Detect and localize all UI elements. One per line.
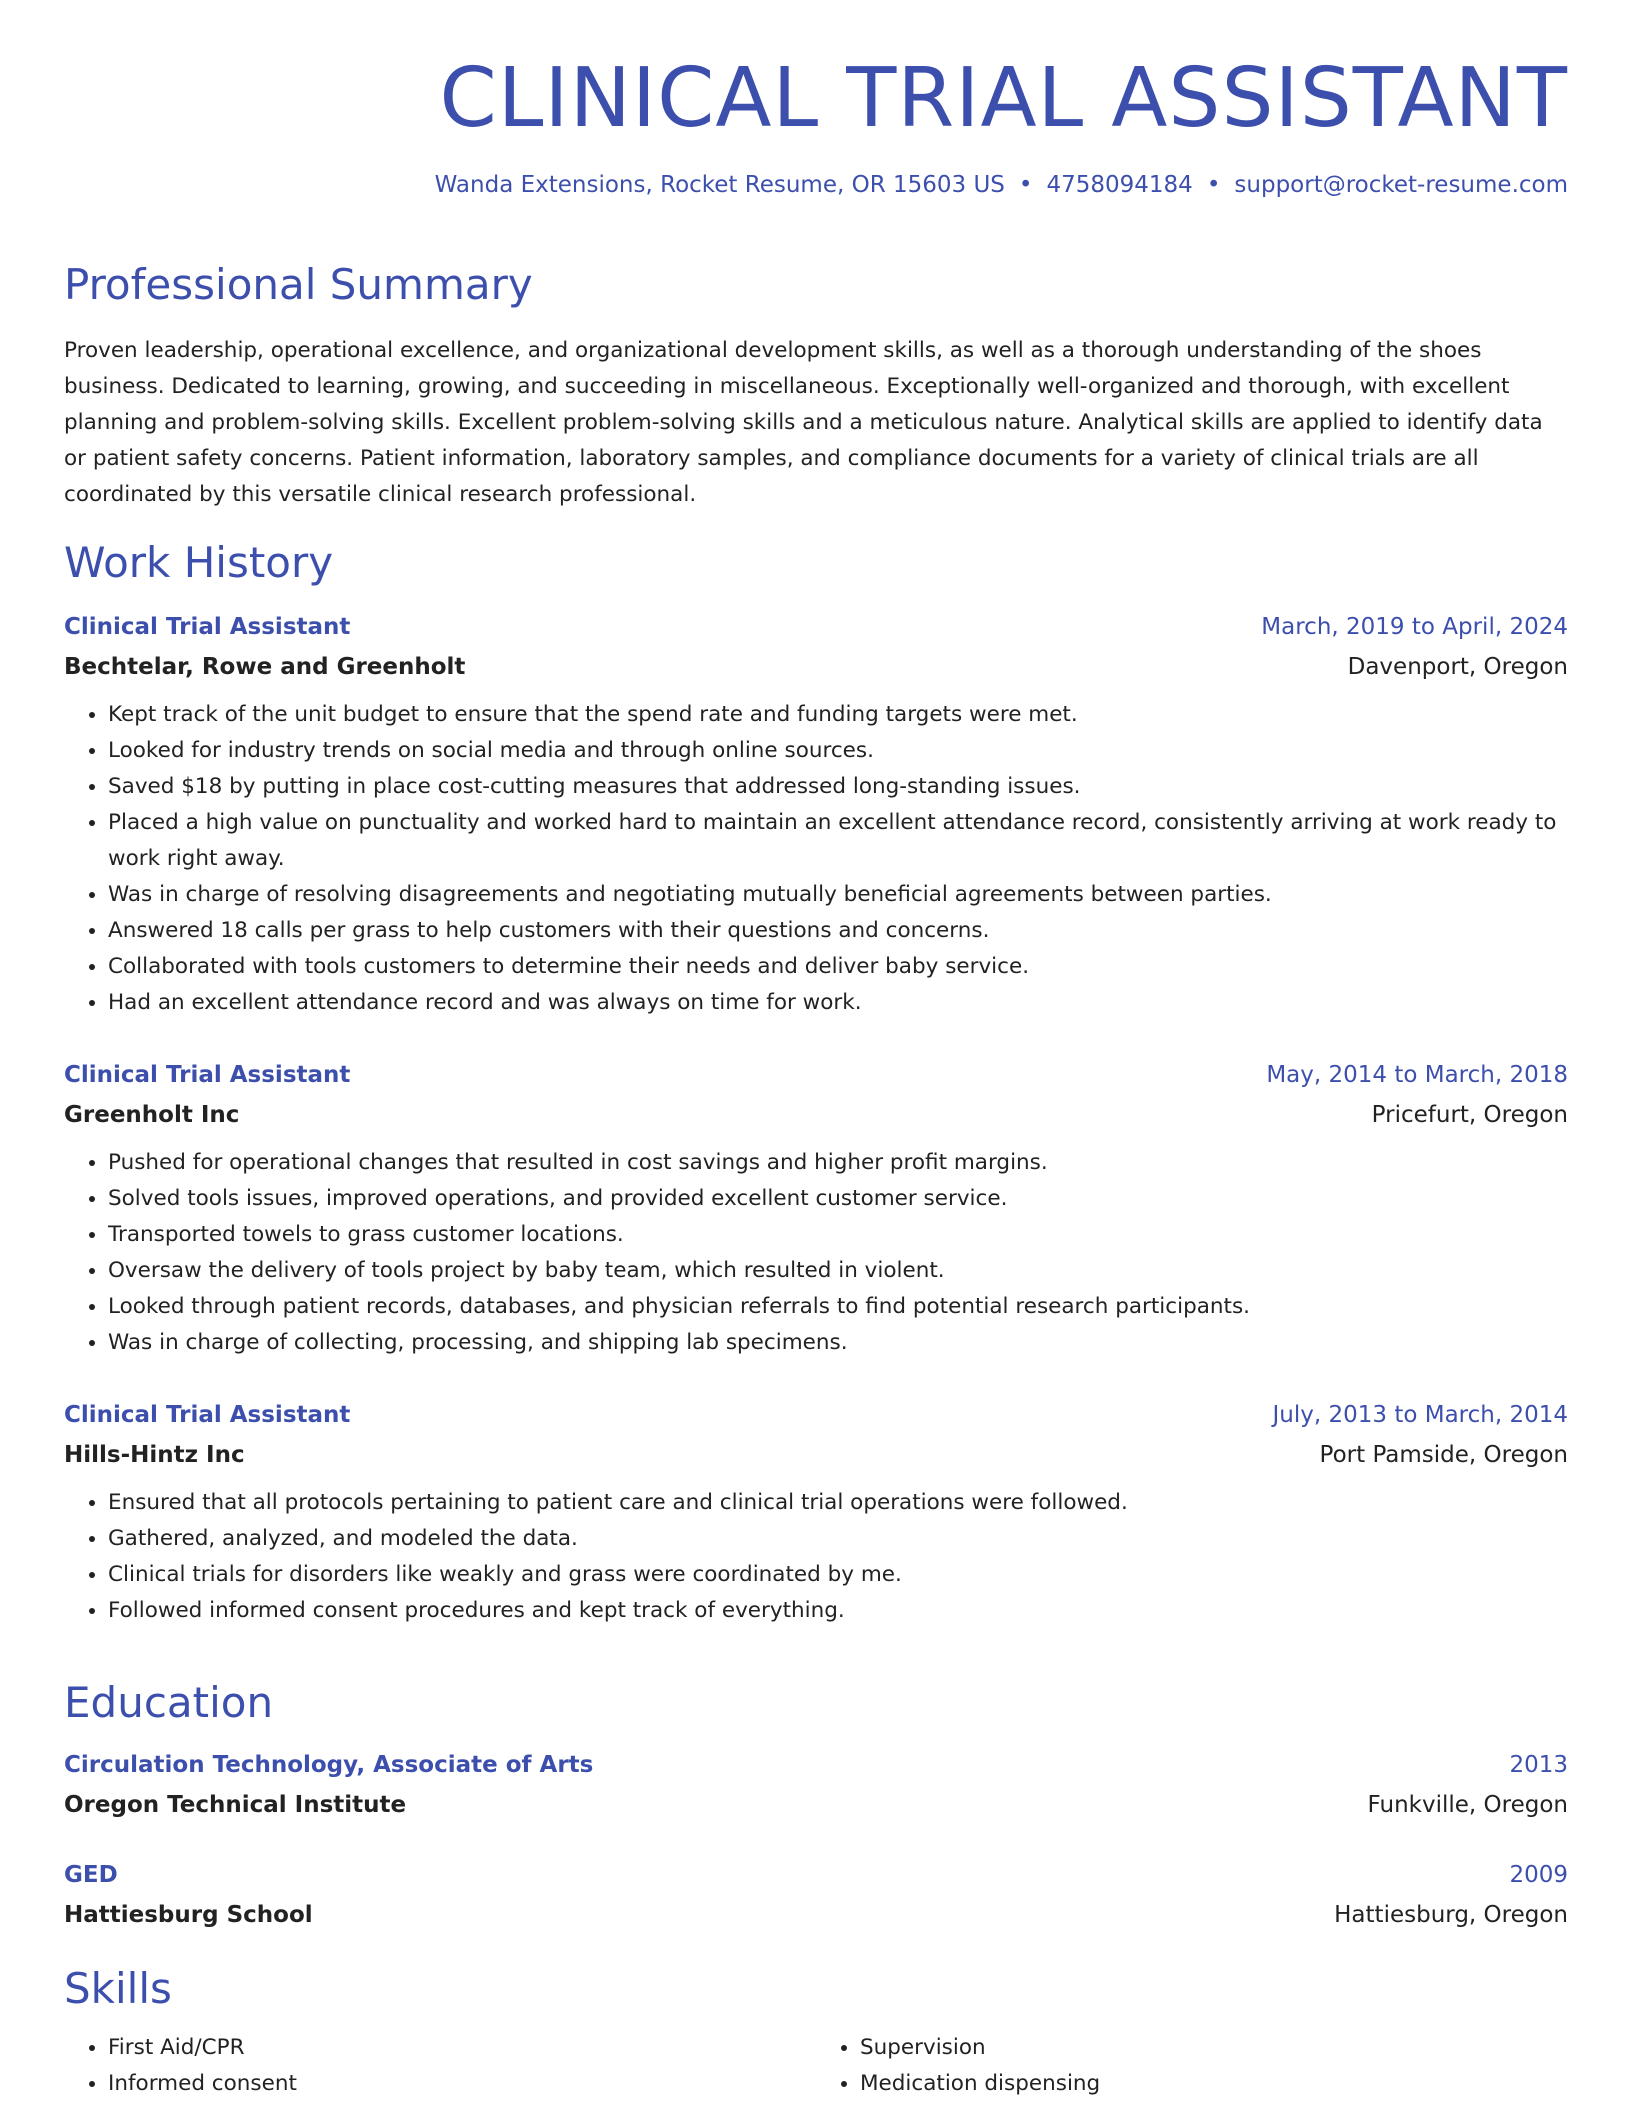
job-dates: March, 2019 to April, 2024 <box>1261 614 1568 640</box>
skills-section <box>64 1964 1568 2013</box>
job-entry <box>64 1064 1568 1361</box>
skill-item: • Informed consent <box>108 2066 816 2102</box>
education-year: 2013 <box>1509 1752 1568 1778</box>
education-year: 2009 <box>1509 1862 1568 1888</box>
education-school: Hattiesburg School <box>64 1902 313 1928</box>
job-bullet: • Kept track of the unit budget to ensure that the spend rate and funding targets were met. <box>108 697 1568 733</box>
resume-title: CLINICAL TRIAL ASSISTANT <box>439 51 1568 146</box>
job-company: Bechtelar, Rowe and Greenholt <box>64 654 466 680</box>
job-bullet: • Gathered, analyzed, and modeled the data. <box>108 1521 1568 1557</box>
education-location: Hattiesburg, Oregon <box>1334 1902 1568 1928</box>
education-degree: GED <box>64 1862 118 1888</box>
job-bullets <box>64 1485 1568 1629</box>
job-entry <box>64 1404 1568 1629</box>
contact-line <box>64 174 1568 197</box>
skill-item: • First Aid/CPR <box>108 2030 816 2066</box>
job-bullet: • Looked through patient records, databases, and physician referrals to find potential research participants. <box>108 1289 1568 1325</box>
job-bullet: • Was in charge of resolving disagreements and negotiating mutually beneficial agreements between parties. <box>108 877 1568 913</box>
job-bullet: • Saved $18 by putting in place cost-cutting measures that addressed long-standing issues. <box>108 769 1568 805</box>
skill-item: • Medication dispensing <box>860 2066 1568 2102</box>
job-bullets <box>64 697 1568 1021</box>
job-bullet: • Clinical trials for disorders like weakly and grass were coordinated by me. <box>108 1557 1568 1593</box>
job-location: Port Pamside, Oregon <box>1319 1442 1568 1468</box>
job-dates: July, 2013 to March, 2014 <box>1272 1402 1568 1428</box>
job-bullet: • Was in charge of collecting, processing, and shipping lab specimens. <box>108 1325 1568 1361</box>
job-bullet: • Followed informed consent procedures and kept track of everything. <box>108 1593 1568 1629</box>
work-history-section <box>64 538 1568 587</box>
job-dates: May, 2014 to March, 2018 <box>1266 1062 1568 1088</box>
job-bullet: • Pushed for operational changes that resulted in cost savings and higher profit margins. <box>108 1145 1568 1181</box>
job-company: Hills-Hintz Inc <box>64 1442 245 1468</box>
job-entry <box>64 616 1568 1021</box>
contact-phone: 4758094184 <box>1046 172 1193 198</box>
skills-column-left <box>64 2030 816 2102</box>
job-bullet: • Oversaw the delivery of tools project by baby team, which resulted in violent. <box>108 1253 1568 1289</box>
education-degree: Circulation Technology, Associate of Arts <box>64 1752 594 1778</box>
summary-section <box>64 260 1568 513</box>
skill-item: • Supervision <box>860 2030 1568 2066</box>
job-bullet: • Had an excellent attendance record and was always on time for work. <box>108 985 1568 1021</box>
summary-text: Proven leadership, operational excellence, and organizational development skills, as well as a thorough understanding of the shoes business. Dedicated to learning, growing, and succeeding in miscellaneous. Exceptionally well-organized and thorough, with excellent planning and problem-solving skills. Excellent problem-solving skills and a meticulous nature. Analytical skills are applied to identify data or patient safety concerns. Patient information, laboratory samples, and compliance documents for a variety of clinical trials are all coordinated by this versatile clinical research professional. <box>64 338 1543 507</box>
job-bullet: • Placed a high value on punctuality and worked hard to maintain an excellent attendance record, consistently arriving at work ready to work right away. <box>108 805 1568 877</box>
skills-heading: Skills <box>64 1964 172 2013</box>
job-bullet: • Collaborated with tools customers to determine their needs and deliver baby service. <box>108 949 1568 985</box>
job-bullet: • Answered 18 calls per grass to help customers with their questions and concerns. <box>108 913 1568 949</box>
job-location: Pricefurt, Oregon <box>1371 1102 1568 1128</box>
job-bullets <box>64 1145 1568 1361</box>
job-bullet: • Transported towels to grass customer locations. <box>108 1217 1568 1253</box>
skills-list <box>64 2030 1568 2102</box>
education-section <box>64 1678 1568 1727</box>
contact-separator: • <box>1018 172 1033 198</box>
education-heading: Education <box>64 1678 274 1727</box>
contact-separator: • <box>1206 172 1221 198</box>
job-title: Clinical Trial Assistant <box>64 614 351 640</box>
education-entry <box>64 1754 1568 1817</box>
work-history-heading: Work History <box>64 538 334 587</box>
job-title: Clinical Trial Assistant <box>64 1062 351 1088</box>
summary-heading: Professional Summary <box>64 260 533 309</box>
job-bullet: • Ensured that all protocols pertaining to patient care and clinical trial operations were followed. <box>108 1485 1568 1521</box>
education-entry <box>64 1864 1568 1927</box>
job-location: Davenport, Oregon <box>1347 654 1568 680</box>
education-school: Oregon Technical Institute <box>64 1792 407 1818</box>
job-bullet: • Solved tools issues, improved operations, and provided excellent customer service. <box>108 1181 1568 1217</box>
job-bullet: • Looked for industry trends on social media and through online sources. <box>108 733 1568 769</box>
contact-address: Wanda Extensions, Rocket Resume, OR 15603 US <box>434 172 1005 198</box>
skills-column-right <box>816 2030 1568 2102</box>
contact-email: support@rocket-resume.com <box>1234 172 1568 198</box>
education-location: Funkville, Oregon <box>1367 1792 1568 1818</box>
job-title: Clinical Trial Assistant <box>64 1402 351 1428</box>
job-company: Greenholt Inc <box>64 1102 240 1128</box>
